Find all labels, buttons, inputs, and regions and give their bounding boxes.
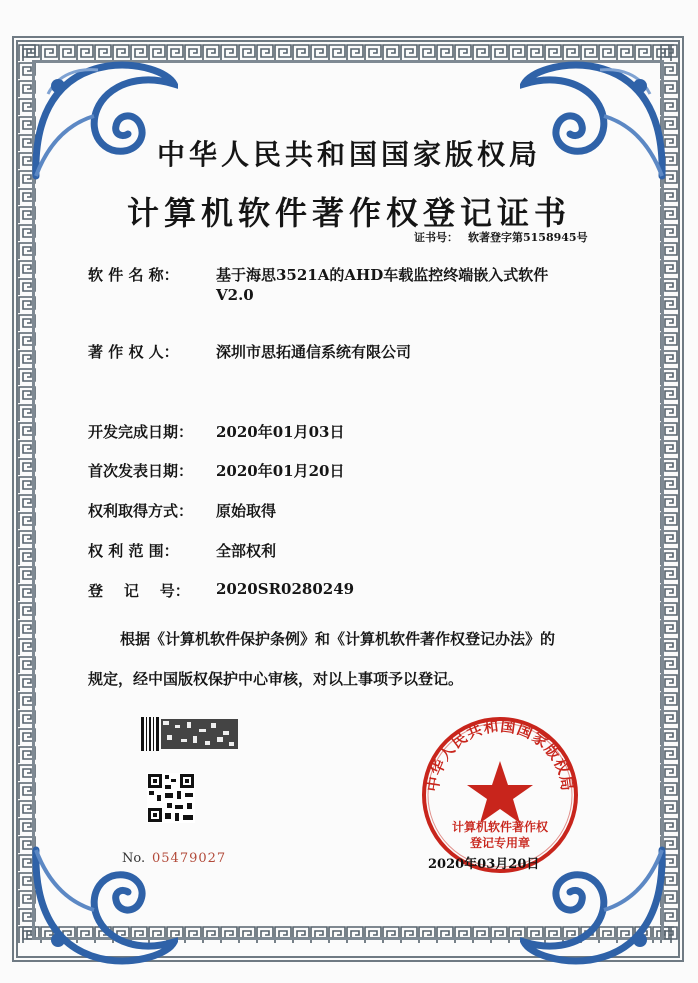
field-software-name <box>88 264 549 304</box>
serial-number-label: No. <box>122 851 146 866</box>
cert-no-label: 证书号： <box>414 231 458 244</box>
field-owner <box>88 341 412 362</box>
owner-value: 深圳市思拓通信系统有限公司 <box>216 343 412 361</box>
certificate-title: 计算机软件著作权登记证书 <box>126 194 571 232</box>
registration-number-value: 2020SR0280249 <box>216 580 355 598</box>
statement-line-2: 规定，经中国版权保护中心审核，对以上事项予以登记。 <box>88 670 464 688</box>
qr-code <box>147 773 195 823</box>
scope-label: 权 利 范 围： <box>88 542 179 560</box>
registration-number-label: 登 记 号： <box>88 582 190 600</box>
owner-label: 著 作 权 人： <box>88 343 179 361</box>
cert-no-value: 软著登字第5158945号 <box>468 231 588 244</box>
completion-date-label: 开发完成日期： <box>88 423 194 441</box>
field-completion-date <box>88 421 345 442</box>
publish-date-label: 首次发表日期： <box>88 462 194 480</box>
scope-value: 全部权利 <box>216 542 277 560</box>
serial-number-value: 05479027 <box>152 851 227 866</box>
software-version-value: V2.0 <box>216 286 254 304</box>
field-publish-date <box>88 460 345 481</box>
agency-title: 中华人民共和国国家版权局 <box>156 138 541 171</box>
issue-date: 2020年03月20日 <box>428 857 540 872</box>
field-scope <box>88 540 277 561</box>
seal-text-line-1: 计算机软件著作权 <box>451 820 548 834</box>
seal-text-line-2: 登记专用章 <box>469 836 530 850</box>
certificate-number <box>414 229 598 245</box>
barcode <box>141 717 238 751</box>
svg-text:中华人民共和国国家版权局: 中华人民共和国国家版权局 <box>423 716 577 793</box>
software-name-value: 基于海思3521A的AHD车载监控终端嵌入式软件 <box>216 266 549 284</box>
acquisition-value: 原始取得 <box>216 502 277 520</box>
completion-date-value: 2020年01月03日 <box>216 423 345 441</box>
field-acquisition <box>88 500 277 521</box>
field-registration-number <box>88 580 355 601</box>
statement-line-1: 根据《计算机软件保护条例》和《计算机软件著作权登记办法》的 <box>120 630 556 648</box>
publish-date-value: 2020年01月20日 <box>216 462 345 480</box>
software-name-label: 软 件 名 称： <box>88 266 179 284</box>
acquisition-label: 权利取得方式： <box>88 502 194 520</box>
